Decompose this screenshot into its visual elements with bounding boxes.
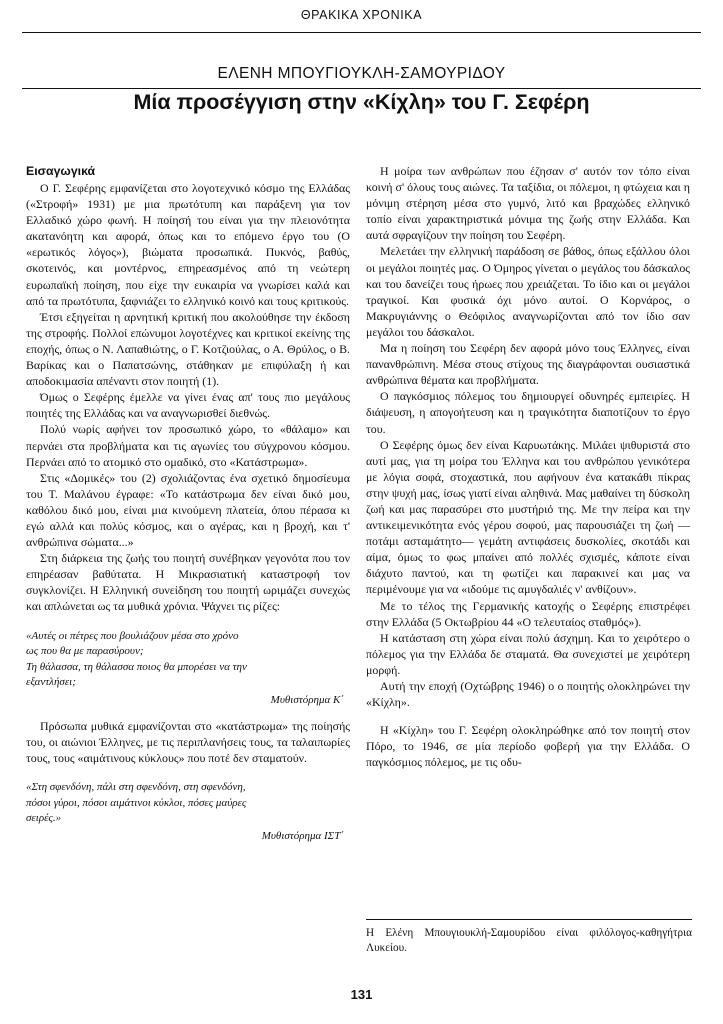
running-header: ΘΡΑΚΙΚΑ ΧΡΟΝΙΚΑ [300, 8, 423, 22]
author-footnote: Η Ελένη Μπουγιουκλή-Σαμουρίδου είναι φιλόλογος-καθηγήτρια Λυκείου. [366, 927, 692, 954]
paragraph: Με το τέλος της Γερμανικής κατοχής ο Σεφέρης επιστρέφει στην Ελλάδα (5 Οκτωβρίου 44 «Ο τελευταίος σταθμός»). [366, 598, 690, 629]
article-title: Μία προσέγγιση στην «Κίχλη» του Γ. Σεφέρη [133, 90, 590, 114]
poem-quote [26, 780, 350, 844]
header-rule [22, 32, 701, 33]
paragraph-gap [366, 710, 690, 722]
paragraph: Έτσι εξηγείται η αρνητική κριτική που ακολούθησε την έκδοση της στροφής. Πολλοί επώνυμοι λογοτέχνες και κριτικοί εκείνης της εποχής, όπως ο Ν. Λαπαθιώτης, ο Γ. Κοτζιούλας, ο Α. Θρύλος, ο Β. Βαρίκας και ο Παπατσώνης, στάθηκαν με επιφύλαξη ή και αποδοκιμασία απέναντι στον ποιητή (1). [26, 309, 350, 389]
paragraph: Η μοίρα των ανθρώπων που έζησαν σ' αυτόν τον τόπο είναι κοινή σ' όλους τους αιώνες. Τα ταξίδια, οι πόλεμοι, η φτώχεια και η μόνιμη στέρηση μέσα στο γυμνό, λιτό και βραχώδες ελληνικό τοπίο είναι χαρακτηριστικά μόνιμα της ζωής στην Ελλάδα. Και αυτά σφραγίζουν την ποίηση του Σεφέρη. [366, 164, 690, 243]
right-column [366, 163, 690, 770]
paragraph: Στη διάρκεια της ζωής του ποιητή συνέβηκαν γεγονότα που τον επηρέασαν βαθύτατα. Η Μικρασιατική καταστροφή τον συγκλονίζει. Η Ελληνική συνείδηση του ποιητή ωριμάζει συνεχώς και απλώνεται ως τα μυθικά χρόνια. Ψάχνει τις ρίζες: [26, 551, 350, 614]
paragraph: Η «Κίχλη» του Γ. Σεφέρη ολοκληρώθηκε από τον ποιητή στον Πόρο, το 1946, σε μία περίοδο φοβερή για την Ελλάδα. Ο παγκόσμιος πόλεμος, με τις οδυ- [366, 723, 690, 770]
paragraph: Η κατάσταση στη χώρα είναι πολύ άσχημη. Και το χειρότερο ο πόλεμος για την Ελλάδα δε σταματά. Θα συνεχιστεί με χειρότερη μορφή. [366, 630, 690, 677]
paragraph: Όμως ο Σεφέρης έμελλε να γίνει ένας απ' τους πιο μεγάλους ποιητές της Ελλάδας και να αναγνωρισθεί διεθνώς. [26, 390, 350, 421]
paragraph: Μα η ποίηση του Σεφέρη δεν αφορά μόνο τους Έλληνες, είναι πανανθρώπινη. Μέσα στους στίχους της διαγράφονται ουσιαστικά ανθρώπινα θέματα και προβλήματα. [366, 341, 690, 388]
quote-line: εξαντλήσει; [26, 676, 76, 689]
paragraph: Πολύ νωρίς αφήνει τον προσωπικό χώρο, το «θάλαμο» και περνάει στα προβλήματα και τις αγωνίες του σύγχρονου κόσμου. Περνάει από το ατομικό στο ομαδικό, στο «Κατάστρωμα». [26, 422, 350, 469]
paragraph: Ο παγκόσμιος πόλεμος του δημιουργεί οδυνηρές εμπειρίες. Η διάψευση, η απογοήτευση και η τραγικότητα διαποτίζουν το έργο του. [366, 389, 690, 436]
section-heading: Εισαγωγικά [26, 164, 96, 178]
paragraph: Αυτή την εποχή (Οχτώβρης 1946) ο ο ποιητής ολοκληρώνει την «Κίχλη». [366, 679, 690, 710]
quote-line: ως που θα με παρασύρουν; [26, 645, 144, 658]
quote-line: πόσοι γύροι, πόσοι αιμάτινοι κύκλοι, πόσες μαύρες [26, 796, 247, 809]
paragraph: Πρόσωπα μυθικά εμφανίζονται στο «κατάστρωμα» της ποίησής του, οι αιώνιοι Έλληνες, με τις περιπλανήσεις τους, τα ταλαιπωρίες τους, τους «αιμάτινους κύκλους» που ποτέ δεν σταματούν. [26, 719, 350, 766]
quote-source: Μυθιστόρημα Κ΄ [270, 693, 344, 706]
paragraph: Ο Γ. Σεφέρης εμφανίζεται στο λογοτεχνικό κόσμο της Ελλάδας («Στροφή» 1931) με μια πρωτότυπη και παράξενη για τον Ελλαδικό χώρο φωνή. Η ποίησή του είναι για την πλειονότητα ακατανόητη και αφορά, όπως και το επόμενο έργο του (Ο «ερωτικός λόγος»), βιώματα προσωπικά. Πυκνός, βαθύς, σκοτεινός, και μοντέρνος, επηρεασμένος από τη νεώτερη ευρωπαϊκή ποίηση, που είχε την ευκαιρία να γνωρίσει καλά και από τα πρωτότυπα, ξαφνιάζει το ελληνικό κοινό και τους κριτικούς. [26, 181, 350, 308]
footnote-rule [366, 919, 692, 920]
quote-line: «Στη σφενδόνη, πάλι στη σφενδόνη, στη σφενδόνη, [26, 781, 246, 794]
paragraph: Ο Σεφέρης όμως δεν είναι Καρυωτάκης. Μιλάει ψιθυριστά στο αυτί μας, για τη μοίρα του Έλληνα και του ανθρώπου γενικότερα με λόγια σοφά, στοχαστικά, που αφήνουν ένα κατακάθι πίκρας στην ψυχή μας, ίσως γιατί είναι αληθινά. Μας μαθαίνει τη δύσκολη ζωή και μας παρασύρει στο μυστήριό της. Με την πείρα και την αντικειμενικότητα ενός γέρου σοφού, μας παρουσιάζει τη ζωή —ποτάμι ασταμάτητο— γεμάτη αντιφάσεις δυσκολίες, σκοτάδι και αίμα, όμως το φως μπαίνει από πολλές σχισμές, κάποτε είναι διάχυτο παντού, και τη φωτίζει και παρακινεί και μας να περιμένουμε για να «ιδούμε τις αμυγδαλιές ν' ανθίζουν». [366, 437, 690, 597]
author-name: ΕΛΕΝΗ ΜΠΟΥΓΙΟΥΚΛΗ-ΣΑΜΟΥΡΙΔΟΥ [217, 65, 506, 82]
page-number: 131 [350, 987, 373, 1002]
quote-source: Μυθιστόρημα ΙΣΤ΄ [261, 829, 344, 842]
paragraph: Μελετάει την ελληνική παράδοση σε βάθος, όπως εξάλλου όλοι οι μεγάλοι ποιητές μας. Ο Όμηρος γίνεται ο μεγάλος του δάσκαλος και του δανείζει τους ήρωες που χρειάζεται. Το ίδιο και οι μεγάλοι τραγικοί. Και φυσικά όχι μόνο αυτοί. Ο Κορνάρος, ο Μακρυγιάννης ο Θεόφιλος αναγνωρίζονται από τον ίδιο σαν μεγάλοι του δάσκαλοι. [366, 244, 690, 339]
paragraph: Στις «Δομικές» του (2) σχολιάζοντας ένα σχετικό δημοσίευμα του Τ. Μαλάνου έγραφε: «Το κατάστρωμα δεν είναι δικό μου, καθόλου δικό μου, είναι μια κινούμενη πλατεία, όπου πέρασα κι εγώ αλλά και πολύς κόσμος, και ο αγέρας, και η βροχή, και τ' ανθρώπινα σώματα...» [26, 470, 350, 550]
author-rule [22, 88, 701, 89]
left-column [26, 163, 350, 854]
poem-quote [26, 629, 350, 709]
quote-line: σειρές.» [26, 812, 62, 825]
quote-line: Τη θάλασσα, τη θάλασσα ποιος θα μπορέσει να την [26, 660, 247, 673]
quote-line: «Αυτές οι πέτρες που βουλιάζουν μέσα στο χρόνο [26, 629, 239, 642]
